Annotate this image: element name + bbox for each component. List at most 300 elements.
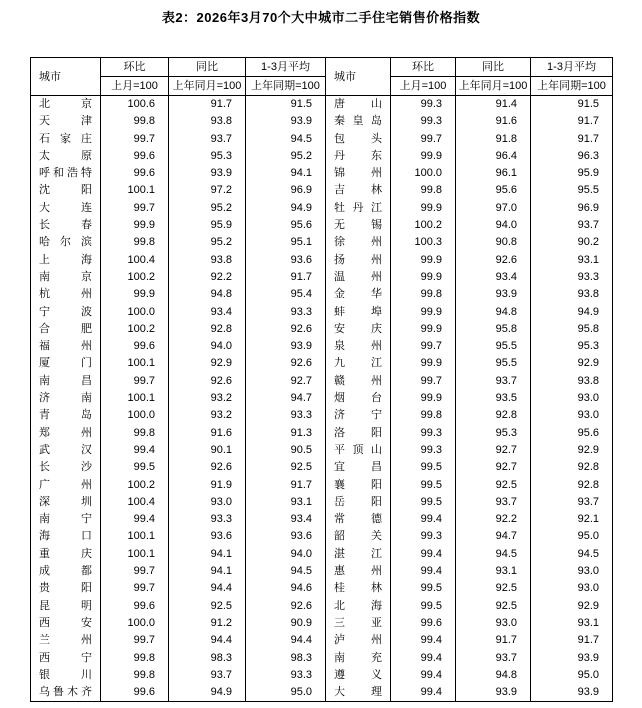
yoy-cell: 95.3 bbox=[456, 425, 531, 442]
avg-cell: 93.3 bbox=[531, 269, 613, 286]
city-cell: 沈阳 bbox=[31, 182, 101, 199]
mom-cell: 99.4 bbox=[391, 511, 456, 528]
table-row bbox=[31, 511, 613, 528]
avg-cell: 93.9 bbox=[531, 650, 613, 667]
avg-cell: 93.9 bbox=[246, 338, 326, 355]
city-cell: 大连 bbox=[31, 200, 101, 217]
city-column-header-right: 城市 bbox=[326, 58, 391, 96]
mom-cell: 99.9 bbox=[101, 286, 169, 303]
avg-cell: 92.9 bbox=[531, 442, 613, 459]
mom-cell: 99.7 bbox=[391, 373, 456, 390]
city-cell: 重庆 bbox=[31, 546, 101, 563]
city-cell: 石家庄 bbox=[31, 131, 101, 148]
yoy-cell: 93.7 bbox=[169, 131, 246, 148]
avg-cell: 93.8 bbox=[531, 373, 613, 390]
table-row bbox=[31, 182, 613, 199]
mom-cell: 99.6 bbox=[101, 598, 169, 615]
city-cell: 深圳 bbox=[31, 494, 101, 511]
table-row bbox=[31, 113, 613, 130]
mom-cell: 99.4 bbox=[391, 684, 456, 702]
avg-cell: 93.3 bbox=[246, 304, 326, 321]
table-row bbox=[31, 131, 613, 148]
city-cell: 太原 bbox=[31, 148, 101, 165]
city-cell: 南宁 bbox=[31, 511, 101, 528]
yoy-cell: 94.8 bbox=[456, 667, 531, 684]
table-row bbox=[31, 494, 613, 511]
yoy-cell: 94.1 bbox=[169, 563, 246, 580]
city-column-header: 城市 bbox=[31, 58, 101, 96]
yoy-cell: 93.4 bbox=[456, 269, 531, 286]
yoy-cell: 92.5 bbox=[456, 598, 531, 615]
avg-cell: 94.6 bbox=[246, 580, 326, 597]
mom-cell: 99.7 bbox=[101, 373, 169, 390]
city-cell: 青岛 bbox=[31, 407, 101, 424]
table-row bbox=[31, 546, 613, 563]
yoy-cell: 95.6 bbox=[456, 182, 531, 199]
avg-cell: 96.3 bbox=[531, 148, 613, 165]
avg-cell: 93.0 bbox=[531, 580, 613, 597]
city-cell: 大理 bbox=[326, 684, 391, 702]
mom-cell: 99.8 bbox=[101, 650, 169, 667]
city-cell: 宜昌 bbox=[326, 459, 391, 476]
yoy-cell: 92.8 bbox=[169, 321, 246, 338]
city-cell: 宁波 bbox=[31, 304, 101, 321]
yoy-cell: 97.2 bbox=[169, 182, 246, 199]
city-cell: 韶关 bbox=[326, 528, 391, 545]
mom-cell: 100.2 bbox=[101, 477, 169, 494]
yoy-cell: 92.5 bbox=[456, 580, 531, 597]
city-cell: 兰州 bbox=[31, 632, 101, 649]
mom-cell: 99.4 bbox=[101, 442, 169, 459]
table-header bbox=[31, 58, 613, 96]
city-cell: 常德 bbox=[326, 511, 391, 528]
mom-cell: 99.4 bbox=[391, 563, 456, 580]
yoy-cell: 93.0 bbox=[456, 615, 531, 632]
yoy-cell: 92.9 bbox=[169, 355, 246, 372]
city-cell: 济南 bbox=[31, 390, 101, 407]
table-row bbox=[31, 632, 613, 649]
yoy-cell: 93.9 bbox=[456, 286, 531, 303]
yoy-cell: 94.8 bbox=[456, 304, 531, 321]
avg-cell: 95.3 bbox=[531, 338, 613, 355]
avg-cell: 93.0 bbox=[531, 563, 613, 580]
city-cell: 唐山 bbox=[326, 96, 391, 114]
city-cell: 包头 bbox=[326, 131, 391, 148]
yoy-cell: 91.7 bbox=[456, 632, 531, 649]
city-cell: 西宁 bbox=[31, 650, 101, 667]
yoy-cell: 93.8 bbox=[169, 252, 246, 269]
table-row bbox=[31, 373, 613, 390]
avg-cell: 93.1 bbox=[531, 615, 613, 632]
mom-cell: 99.7 bbox=[101, 563, 169, 580]
avg-cell: 91.5 bbox=[531, 96, 613, 114]
yoy-cell: 94.4 bbox=[169, 632, 246, 649]
yoy-cell: 93.5 bbox=[456, 390, 531, 407]
city-cell: 武汉 bbox=[31, 442, 101, 459]
avg-cell: 92.7 bbox=[246, 373, 326, 390]
mom-cell: 99.4 bbox=[391, 632, 456, 649]
avg-cell: 93.7 bbox=[531, 494, 613, 511]
yoy-cell: 94.0 bbox=[456, 217, 531, 234]
city-cell: 襄阳 bbox=[326, 477, 391, 494]
avg-column-header-right: 1-3月平均 bbox=[531, 58, 613, 77]
yoy-cell: 91.2 bbox=[169, 615, 246, 632]
yoy-cell: 91.6 bbox=[169, 425, 246, 442]
mom-cell: 99.8 bbox=[101, 234, 169, 251]
city-cell: 烟台 bbox=[326, 390, 391, 407]
city-cell: 蚌埠 bbox=[326, 304, 391, 321]
city-cell: 西安 bbox=[31, 615, 101, 632]
yoy-cell: 94.9 bbox=[169, 684, 246, 702]
city-cell: 安庆 bbox=[326, 321, 391, 338]
mom-cell: 99.7 bbox=[391, 131, 456, 148]
city-cell: 南昌 bbox=[31, 373, 101, 390]
city-cell: 乌鲁木齐 bbox=[31, 684, 101, 702]
avg-cell: 92.8 bbox=[531, 459, 613, 476]
avg-cell: 96.9 bbox=[531, 200, 613, 217]
avg-cell: 94.1 bbox=[246, 165, 326, 182]
avg-cell: 98.3 bbox=[246, 650, 326, 667]
city-cell: 郑州 bbox=[31, 425, 101, 442]
mom-cell: 99.8 bbox=[391, 286, 456, 303]
avg-cell: 93.3 bbox=[246, 407, 326, 424]
yoy-cell: 93.2 bbox=[169, 390, 246, 407]
yoy-cell: 92.5 bbox=[169, 598, 246, 615]
mom-cell: 100.1 bbox=[101, 390, 169, 407]
table-row bbox=[31, 390, 613, 407]
yoy-cell: 93.9 bbox=[169, 165, 246, 182]
yoy-cell: 93.7 bbox=[456, 650, 531, 667]
avg-cell: 93.9 bbox=[531, 684, 613, 702]
city-cell: 平顶山 bbox=[326, 442, 391, 459]
city-cell: 三亚 bbox=[326, 615, 391, 632]
avg-cell: 95.0 bbox=[531, 667, 613, 684]
yoy-cell: 92.2 bbox=[456, 511, 531, 528]
yoy-cell: 93.7 bbox=[169, 667, 246, 684]
table-row bbox=[31, 304, 613, 321]
yoy-cell: 95.5 bbox=[456, 338, 531, 355]
table-row bbox=[31, 615, 613, 632]
yoy-cell: 96.4 bbox=[456, 148, 531, 165]
yoy-cell: 95.2 bbox=[169, 200, 246, 217]
table-row bbox=[31, 165, 613, 182]
yoy-cell: 91.4 bbox=[456, 96, 531, 114]
mom-cell: 99.8 bbox=[101, 425, 169, 442]
table-body bbox=[31, 96, 613, 702]
yoy-cell: 90.1 bbox=[169, 442, 246, 459]
mom-base-header-right: 上月=100 bbox=[391, 77, 456, 96]
mom-cell: 99.4 bbox=[391, 546, 456, 563]
avg-cell: 95.2 bbox=[246, 148, 326, 165]
avg-cell: 93.3 bbox=[246, 667, 326, 684]
yoy-cell: 92.6 bbox=[169, 373, 246, 390]
avg-cell: 91.7 bbox=[531, 113, 613, 130]
city-cell: 泉州 bbox=[326, 338, 391, 355]
yoy-cell: 90.8 bbox=[456, 234, 531, 251]
avg-cell: 95.6 bbox=[246, 217, 326, 234]
city-cell: 扬州 bbox=[326, 252, 391, 269]
yoy-cell: 92.7 bbox=[456, 459, 531, 476]
mom-cell: 99.5 bbox=[391, 598, 456, 615]
yoy-cell: 95.9 bbox=[169, 217, 246, 234]
header-row-2 bbox=[31, 77, 613, 96]
city-cell: 北海 bbox=[326, 598, 391, 615]
city-cell: 牡丹江 bbox=[326, 200, 391, 217]
avg-cell: 93.0 bbox=[531, 407, 613, 424]
table-row bbox=[31, 217, 613, 234]
mom-cell: 99.3 bbox=[391, 96, 456, 114]
avg-cell: 93.6 bbox=[246, 528, 326, 545]
city-cell: 福州 bbox=[31, 338, 101, 355]
avg-cell: 95.1 bbox=[246, 234, 326, 251]
yoy-cell: 93.0 bbox=[169, 494, 246, 511]
avg-cell: 90.5 bbox=[246, 442, 326, 459]
avg-cell: 94.5 bbox=[246, 563, 326, 580]
mom-cell: 100.6 bbox=[101, 96, 169, 114]
avg-cell: 94.5 bbox=[531, 546, 613, 563]
avg-cell: 95.0 bbox=[531, 528, 613, 545]
city-cell: 上海 bbox=[31, 252, 101, 269]
avg-cell: 96.9 bbox=[246, 182, 326, 199]
avg-cell: 95.9 bbox=[531, 165, 613, 182]
mom-cell: 100.1 bbox=[101, 528, 169, 545]
table-row bbox=[31, 598, 613, 615]
city-cell: 南京 bbox=[31, 269, 101, 286]
avg-cell: 93.4 bbox=[246, 511, 326, 528]
yoy-cell: 98.3 bbox=[169, 650, 246, 667]
city-cell: 济宁 bbox=[326, 407, 391, 424]
city-cell: 金华 bbox=[326, 286, 391, 303]
avg-cell: 95.6 bbox=[531, 425, 613, 442]
mom-cell: 99.3 bbox=[391, 113, 456, 130]
city-cell: 惠州 bbox=[326, 563, 391, 580]
avg-cell: 92.8 bbox=[531, 477, 613, 494]
table-row bbox=[31, 459, 613, 476]
mom-cell: 100.1 bbox=[101, 182, 169, 199]
yoy-cell: 93.2 bbox=[169, 407, 246, 424]
yoy-cell: 92.6 bbox=[456, 252, 531, 269]
mom-cell: 99.4 bbox=[391, 650, 456, 667]
city-cell: 九江 bbox=[326, 355, 391, 372]
mom-cell: 99.9 bbox=[391, 321, 456, 338]
yoy-cell: 94.5 bbox=[456, 546, 531, 563]
avg-cell: 94.9 bbox=[246, 200, 326, 217]
yoy-cell: 94.7 bbox=[456, 528, 531, 545]
city-cell: 秦皇岛 bbox=[326, 113, 391, 130]
avg-cell: 91.5 bbox=[246, 96, 326, 114]
avg-cell: 95.5 bbox=[531, 182, 613, 199]
avg-cell: 92.9 bbox=[531, 355, 613, 372]
yoy-cell: 95.8 bbox=[456, 321, 531, 338]
avg-cell: 94.4 bbox=[246, 632, 326, 649]
yoy-base-header: 上年同月=100 bbox=[169, 77, 246, 96]
city-cell: 无锡 bbox=[326, 217, 391, 234]
yoy-cell: 92.2 bbox=[169, 269, 246, 286]
city-cell: 厦门 bbox=[31, 355, 101, 372]
avg-cell: 90.2 bbox=[531, 234, 613, 251]
city-cell: 成都 bbox=[31, 563, 101, 580]
mom-cell: 100.2 bbox=[101, 269, 169, 286]
mom-cell: 99.5 bbox=[391, 580, 456, 597]
avg-cell: 91.7 bbox=[246, 269, 326, 286]
table-row bbox=[31, 338, 613, 355]
mom-cell: 99.7 bbox=[101, 131, 169, 148]
mom-cell: 99.7 bbox=[101, 632, 169, 649]
yoy-cell: 93.6 bbox=[169, 528, 246, 545]
avg-cell: 92.5 bbox=[246, 459, 326, 476]
table-row bbox=[31, 252, 613, 269]
avg-base-header: 上年同期=100 bbox=[246, 77, 326, 96]
mom-cell: 100.2 bbox=[101, 321, 169, 338]
avg-cell: 91.3 bbox=[246, 425, 326, 442]
yoy-base-header-right: 上年同月=100 bbox=[456, 77, 531, 96]
yoy-cell: 92.7 bbox=[456, 442, 531, 459]
yoy-cell: 91.7 bbox=[169, 96, 246, 114]
mom-cell: 99.9 bbox=[391, 200, 456, 217]
mom-cell: 99.9 bbox=[101, 217, 169, 234]
avg-cell: 95.8 bbox=[531, 321, 613, 338]
yoy-column-header: 同比 bbox=[169, 58, 246, 77]
city-cell: 海口 bbox=[31, 528, 101, 545]
mom-cell: 100.0 bbox=[101, 615, 169, 632]
mom-cell: 99.5 bbox=[391, 494, 456, 511]
city-cell: 贵阳 bbox=[31, 580, 101, 597]
yoy-cell: 95.2 bbox=[169, 234, 246, 251]
mom-cell: 99.9 bbox=[391, 355, 456, 372]
mom-cell: 99.9 bbox=[391, 390, 456, 407]
city-cell: 温州 bbox=[326, 269, 391, 286]
yoy-cell: 94.0 bbox=[169, 338, 246, 355]
mom-cell: 99.8 bbox=[391, 407, 456, 424]
yoy-cell: 92.5 bbox=[456, 477, 531, 494]
yoy-cell: 91.9 bbox=[169, 477, 246, 494]
table-row bbox=[31, 148, 613, 165]
mom-cell: 100.1 bbox=[101, 546, 169, 563]
yoy-cell: 95.3 bbox=[169, 148, 246, 165]
avg-cell: 93.1 bbox=[531, 252, 613, 269]
yoy-cell: 93.7 bbox=[456, 494, 531, 511]
city-cell: 徐州 bbox=[326, 234, 391, 251]
mom-cell: 100.2 bbox=[391, 217, 456, 234]
table-row bbox=[31, 684, 613, 702]
table-row bbox=[31, 650, 613, 667]
city-cell: 吉林 bbox=[326, 182, 391, 199]
table-row bbox=[31, 407, 613, 424]
mom-cell: 99.6 bbox=[101, 165, 169, 182]
table-row bbox=[31, 200, 613, 217]
yoy-cell: 94.8 bbox=[169, 286, 246, 303]
mom-cell: 99.6 bbox=[101, 148, 169, 165]
avg-base-header-right: 上年同期=100 bbox=[531, 77, 613, 96]
mom-cell: 99.5 bbox=[391, 477, 456, 494]
city-cell: 银川 bbox=[31, 667, 101, 684]
avg-cell: 92.6 bbox=[246, 321, 326, 338]
yoy-cell: 91.8 bbox=[456, 131, 531, 148]
table-row bbox=[31, 321, 613, 338]
avg-cell: 92.9 bbox=[531, 598, 613, 615]
yoy-cell: 93.3 bbox=[169, 511, 246, 528]
yoy-cell: 92.8 bbox=[456, 407, 531, 424]
table-row bbox=[31, 234, 613, 251]
city-cell: 哈尔滨 bbox=[31, 234, 101, 251]
city-cell: 洛阳 bbox=[326, 425, 391, 442]
table-row bbox=[31, 442, 613, 459]
mom-cell: 100.0 bbox=[101, 304, 169, 321]
city-cell: 赣州 bbox=[326, 373, 391, 390]
city-cell: 遵义 bbox=[326, 667, 391, 684]
avg-cell: 91.7 bbox=[246, 477, 326, 494]
table-row bbox=[31, 477, 613, 494]
yoy-cell: 92.6 bbox=[169, 459, 246, 476]
mom-cell: 99.3 bbox=[391, 425, 456, 442]
avg-cell: 92.6 bbox=[246, 598, 326, 615]
city-cell: 北京 bbox=[31, 96, 101, 114]
city-cell: 天津 bbox=[31, 113, 101, 130]
mom-cell: 100.0 bbox=[101, 407, 169, 424]
table-row bbox=[31, 269, 613, 286]
avg-cell: 93.7 bbox=[531, 217, 613, 234]
mom-cell: 99.9 bbox=[391, 148, 456, 165]
mom-cell: 99.8 bbox=[101, 667, 169, 684]
mom-cell: 99.9 bbox=[391, 252, 456, 269]
table-row bbox=[31, 528, 613, 545]
mom-column-header: 环比 bbox=[101, 58, 169, 77]
table-row bbox=[31, 355, 613, 372]
city-cell: 岳阳 bbox=[326, 494, 391, 511]
mom-cell: 99.8 bbox=[101, 113, 169, 130]
yoy-cell: 94.1 bbox=[169, 546, 246, 563]
mom-cell: 99.7 bbox=[391, 338, 456, 355]
mom-cell: 99.3 bbox=[391, 442, 456, 459]
city-cell: 合肥 bbox=[31, 321, 101, 338]
price-index-table bbox=[30, 57, 613, 702]
mom-cell: 99.7 bbox=[101, 580, 169, 597]
yoy-column-header-right: 同比 bbox=[456, 58, 531, 77]
mom-cell: 99.7 bbox=[101, 200, 169, 217]
page-title: 表2：2026年3月70个大中城市二手住宅销售价格指数 bbox=[161, 10, 481, 25]
mom-cell: 99.4 bbox=[391, 667, 456, 684]
city-cell: 杭州 bbox=[31, 286, 101, 303]
city-cell: 呼和浩特 bbox=[31, 165, 101, 182]
yoy-cell: 93.8 bbox=[169, 113, 246, 130]
mom-cell: 99.9 bbox=[391, 269, 456, 286]
mom-cell: 100.4 bbox=[101, 252, 169, 269]
table-row bbox=[31, 563, 613, 580]
avg-cell: 95.4 bbox=[246, 286, 326, 303]
avg-cell: 93.1 bbox=[246, 494, 326, 511]
avg-column-header: 1-3月平均 bbox=[246, 58, 326, 77]
yoy-cell: 96.1 bbox=[456, 165, 531, 182]
yoy-cell: 97.0 bbox=[456, 200, 531, 217]
avg-cell: 95.0 bbox=[246, 684, 326, 702]
table-row bbox=[31, 286, 613, 303]
mom-cell: 99.9 bbox=[391, 304, 456, 321]
yoy-cell: 94.4 bbox=[169, 580, 246, 597]
avg-cell: 94.5 bbox=[246, 131, 326, 148]
avg-cell: 93.6 bbox=[246, 252, 326, 269]
yoy-cell: 93.7 bbox=[456, 373, 531, 390]
city-cell: 桂林 bbox=[326, 580, 391, 597]
city-cell: 锦州 bbox=[326, 165, 391, 182]
avg-cell: 92.6 bbox=[246, 355, 326, 372]
mom-cell: 99.5 bbox=[101, 459, 169, 476]
avg-cell: 90.9 bbox=[246, 615, 326, 632]
city-cell: 长春 bbox=[31, 217, 101, 234]
header-row-1 bbox=[31, 58, 613, 77]
avg-cell: 94.7 bbox=[246, 390, 326, 407]
mom-cell: 99.6 bbox=[391, 615, 456, 632]
mom-cell: 99.6 bbox=[101, 684, 169, 702]
